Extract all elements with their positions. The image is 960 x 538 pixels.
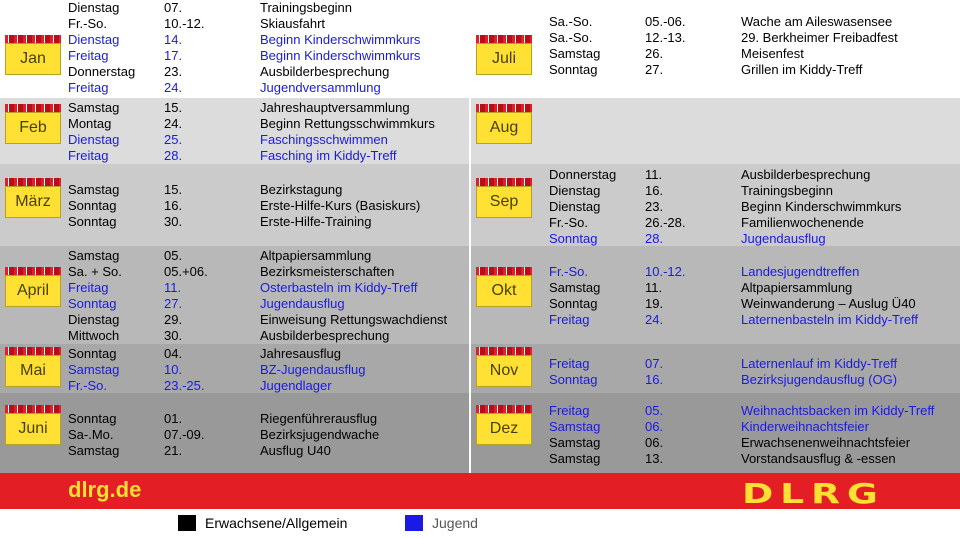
event-day: Samstag — [68, 362, 120, 377]
event-date: 01. — [164, 411, 183, 426]
event-title: Beginn Rettungsschwimmkurs — [260, 116, 435, 131]
legend-item-adult — [178, 515, 347, 531]
event-title: Jahreshauptversammlung — [260, 100, 410, 115]
event-title: Bezirksjugendausflug (OG) — [741, 372, 898, 387]
event-date: 13. — [645, 451, 664, 466]
event-date: 14. — [164, 32, 183, 47]
month-label: April — [5, 275, 61, 307]
event-date: 23.-25. — [164, 378, 205, 393]
event-date: 24. — [164, 116, 183, 131]
event-day: Donnerstag — [68, 64, 136, 79]
event-day: Dienstag — [549, 183, 601, 198]
event-date: 23. — [645, 199, 664, 214]
event-date: 27. — [164, 296, 183, 311]
event-title: Ausflug U40 — [260, 443, 331, 458]
event-title: Jugendausflug — [260, 296, 345, 311]
month-label: Sep — [476, 186, 532, 218]
legend-label-adult: Erwachsene/Allgemein — [205, 515, 348, 531]
event-title: Wache am Aileswasensee — [741, 14, 893, 29]
event-title: Laternenbasteln im Kiddy-Treff — [741, 312, 919, 327]
event-day: Sa. + So. — [68, 264, 122, 279]
event-title: Ausbilderbesprechung — [260, 64, 390, 79]
event-date: 25. — [164, 132, 183, 147]
calendar-icon — [5, 347, 61, 387]
event-day: Dienstag — [68, 32, 120, 47]
month-block-aug — [471, 98, 960, 164]
event-date: 11. — [645, 167, 663, 182]
event-title: Beginn Kinderschwimmkurs — [260, 48, 421, 63]
calendar-icon — [476, 35, 532, 75]
event-title: Altpapiersammlung — [741, 280, 853, 295]
event-title: Trainingsbeginn — [741, 183, 834, 198]
event-date: 27. — [645, 62, 664, 77]
event-day: Fr.-So. — [549, 264, 589, 279]
event-date: 16. — [645, 183, 664, 198]
event-day: Samstag — [68, 443, 120, 458]
event-day: Freitag — [68, 148, 109, 163]
website-link[interactable]: dlrg.de — [68, 477, 142, 502]
event-title: Bezirksjugendwache — [260, 427, 380, 442]
event-date: 05.+06. — [164, 264, 208, 279]
event-title: Erste-Hilfe-Kurs (Basiskurs) — [260, 198, 421, 213]
event-title: Familienwochenende — [741, 215, 864, 230]
month-label: Juni — [5, 413, 61, 445]
calendar-icon — [476, 104, 532, 144]
event-title: Jugendversammlung — [260, 80, 381, 95]
month-block-okt — [471, 246, 960, 344]
event-title: Beginn Kinderschwimmkurs — [260, 32, 421, 47]
legend-swatch-adult — [178, 515, 196, 531]
event-title: Weihnachtsbacken im Kiddy-Treff — [741, 403, 935, 418]
month-label: Aug — [476, 112, 532, 144]
event-day: Samstag — [68, 100, 120, 115]
event-date: 05.-06. — [645, 14, 686, 29]
calendar-icon — [476, 267, 532, 307]
event-date: 15. — [164, 100, 183, 115]
event-title: Meisenfest — [741, 46, 804, 61]
event-day: Donnerstag — [549, 167, 617, 182]
month-label: Jan — [5, 43, 61, 75]
event-date: 07. — [645, 356, 664, 371]
event-title: Laternenlauf im Kiddy-Treff — [741, 356, 898, 371]
event-date: 30. — [164, 328, 183, 343]
event-date: 23. — [164, 64, 183, 79]
event-day: Samstag — [549, 419, 601, 434]
event-title: Weinwanderung – Auslug Ü40 — [741, 296, 916, 311]
month-label: März — [5, 186, 61, 218]
event-day: Samstag — [549, 46, 601, 61]
event-title: Einweisung Rettungswachdienst — [260, 312, 448, 327]
calendar-icon — [5, 405, 61, 445]
event-title: Skiausfahrt — [260, 16, 326, 31]
event-title: Bezirksmeisterschaften — [260, 264, 395, 279]
event-day: Mittwoch — [68, 328, 120, 343]
event-date: 05. — [164, 248, 183, 263]
event-date: 10.-12. — [164, 16, 205, 31]
event-day: Sonntag — [549, 231, 598, 246]
event-title: Osterbasteln im Kiddy-Treff — [260, 280, 418, 295]
event-title: Landesjugendtreffen — [741, 264, 860, 279]
event-date: 10. — [164, 362, 183, 377]
event-day: Dienstag — [68, 312, 120, 327]
event-day: Samstag — [68, 248, 120, 263]
event-day: Sa.-So. — [549, 30, 593, 45]
event-day: Samstag — [549, 451, 601, 466]
event-day: Sonntag — [68, 214, 117, 229]
event-date: 26.-28. — [645, 215, 686, 230]
event-date: 04. — [164, 346, 183, 361]
calendar-icon — [476, 347, 532, 387]
legend-swatch-youth — [405, 515, 423, 531]
event-date: 11. — [645, 280, 663, 295]
event-title: Altpapiersammlung — [260, 248, 372, 263]
event-title: Grillen im Kiddy-Treff — [741, 62, 863, 77]
footer-bar — [0, 473, 960, 509]
legend-item-youth — [405, 515, 478, 531]
month-label: Feb — [5, 112, 61, 144]
month-label: Juli — [476, 43, 532, 75]
event-day: Dienstag — [68, 132, 120, 147]
event-day: Freitag — [68, 80, 109, 95]
event-day: Fr.-So. — [68, 378, 108, 393]
event-date: 07.-09. — [164, 427, 205, 442]
event-title: Kinderweihnachtsfeier — [741, 419, 869, 434]
event-day: Sonntag — [68, 411, 117, 426]
event-title: Fasching im Kiddy-Treff — [260, 148, 397, 163]
event-day: Sonntag — [549, 372, 598, 387]
event-day: Dienstag — [549, 199, 601, 214]
calendar-icon — [5, 267, 61, 307]
month-label: Mai — [5, 355, 61, 387]
event-day: Sonntag — [68, 346, 117, 361]
event-date: 30. — [164, 214, 183, 229]
calendar-icon — [476, 405, 532, 445]
event-day: Sonntag — [68, 198, 117, 213]
event-date: 21. — [164, 443, 183, 458]
event-date: 29. — [164, 312, 183, 327]
event-date: 15. — [164, 182, 183, 197]
event-date: 24. — [164, 80, 183, 95]
event-date: 16. — [164, 198, 183, 213]
event-date: 10.-12. — [645, 264, 686, 279]
calendar-icon — [476, 178, 532, 218]
event-title: Trainingsbeginn — [260, 0, 353, 15]
event-date: 28. — [645, 231, 664, 246]
event-day: Freitag — [68, 48, 109, 63]
event-day: Dienstag — [68, 0, 120, 15]
event-date: 17. — [164, 48, 183, 63]
event-day: Fr.-So. — [549, 215, 589, 230]
event-date: 06. — [645, 419, 664, 434]
event-day: Freitag — [549, 356, 590, 371]
event-day: Freitag — [68, 280, 109, 295]
event-title: Beginn Kinderschwimmkurs — [741, 199, 902, 214]
event-title: Erwachsenenweihnachtsfeier — [741, 435, 911, 450]
event-date: 12.-13. — [645, 30, 686, 45]
event-day: Freitag — [549, 403, 590, 418]
event-date: 16. — [645, 372, 664, 387]
event-title: Ausbilderbesprechung — [260, 328, 390, 343]
event-title: Vorstandsausflug & -essen — [741, 451, 896, 466]
event-day: Montag — [68, 116, 112, 131]
event-date: 05. — [645, 403, 664, 418]
event-title: 29. Berkheimer Freibadfest — [741, 30, 898, 45]
calendar-icon — [5, 35, 61, 75]
month-label: Nov — [476, 355, 532, 387]
event-date: 19. — [645, 296, 664, 311]
event-day: Freitag — [549, 312, 590, 327]
dlrg-logo: DLRG — [742, 477, 885, 510]
event-date: 28. — [164, 148, 183, 163]
event-date: 24. — [645, 312, 664, 327]
event-title: Ausbilderbesprechung — [741, 167, 871, 182]
event-day: Samstag — [68, 182, 120, 197]
event-day: Sa-.Mo. — [68, 427, 114, 442]
event-date: 11. — [164, 280, 182, 295]
event-day: Samstag — [549, 435, 601, 450]
legend-label-youth: Jugend — [432, 515, 478, 531]
event-title: Jugendausflug — [741, 231, 826, 246]
event-day: Samstag — [549, 280, 601, 295]
event-title: BZ-Jugendausflug — [260, 362, 366, 377]
event-date: 07. — [164, 0, 183, 15]
month-label: Dez — [476, 413, 532, 445]
event-title: Faschingsschwimmen — [260, 132, 388, 147]
event-day: Fr.-So. — [68, 16, 108, 31]
event-date: 06. — [645, 435, 664, 450]
event-day: Sonntag — [549, 62, 598, 77]
calendar-icon — [5, 104, 61, 144]
calendar-icon — [5, 178, 61, 218]
event-day: Sa.-So. — [549, 14, 593, 29]
event-title: Riegenführerausflug — [260, 411, 378, 426]
event-title: Erste-Hilfe-Training — [260, 214, 372, 229]
event-title: Jugendlager — [260, 378, 332, 393]
event-title: Bezirkstagung — [260, 182, 343, 197]
month-label: Okt — [476, 275, 532, 307]
event-day: Sonntag — [68, 296, 117, 311]
event-date: 26. — [645, 46, 664, 61]
event-title: Jahresausflug — [260, 346, 341, 361]
event-day: Sonntag — [549, 296, 598, 311]
